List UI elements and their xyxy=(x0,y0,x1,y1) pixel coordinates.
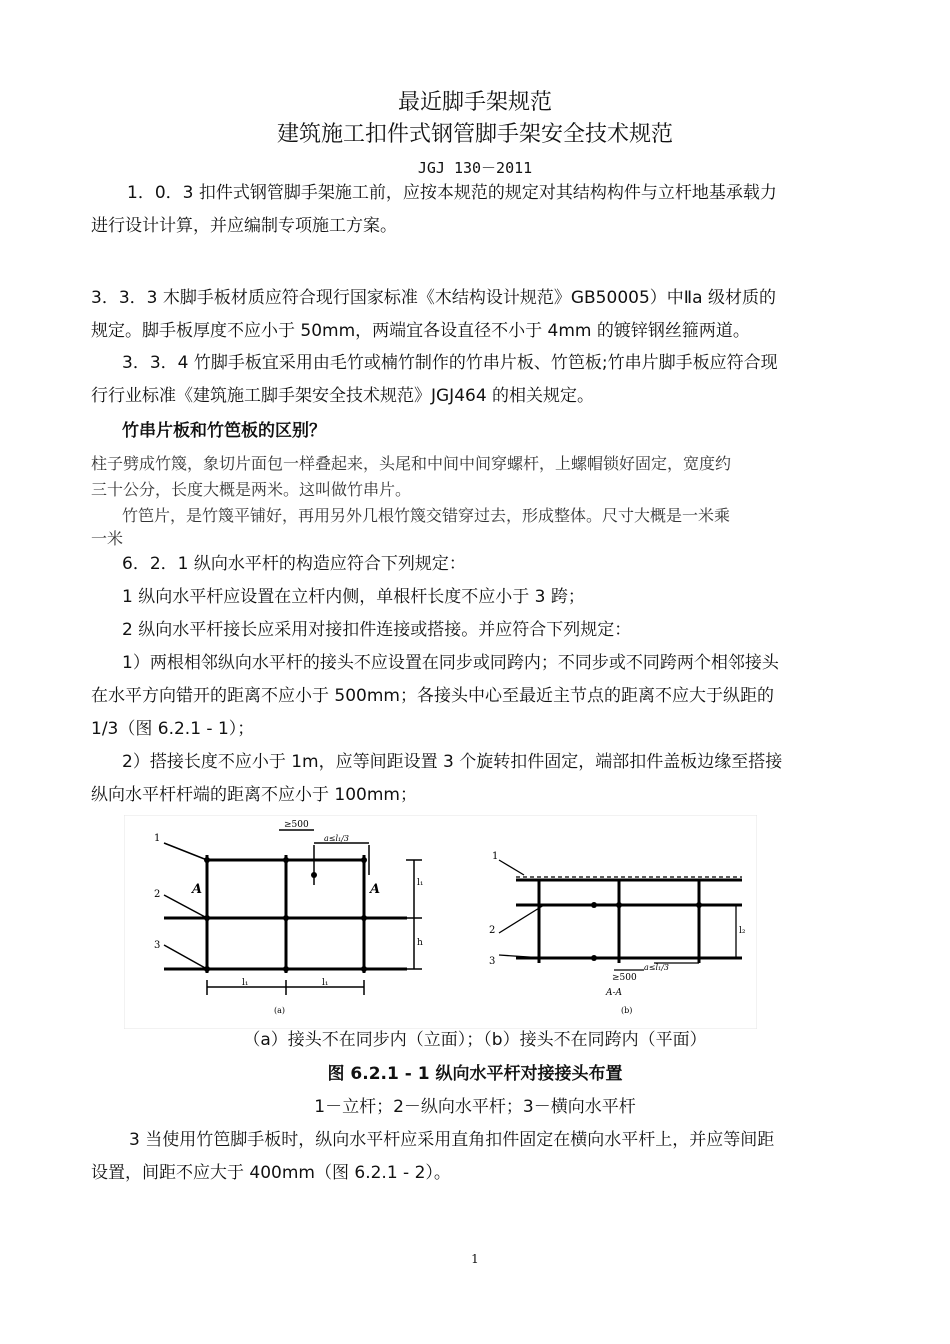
answer-line3: 竹笆片，是竹篾平铺好，再用另外几根竹篾交错穿过去，形成整体。尺寸大概是一米乘 xyxy=(122,506,731,525)
item-2-1-line3: 1/3（图 6.2.1 - 1）； xyxy=(91,719,255,739)
document-subtitle: 建筑施工扣件式钢管脚手架安全技术规范 xyxy=(276,122,673,147)
fig-b-label-3: 3 xyxy=(489,956,496,967)
item-2-1-line2: 在水平方向错开的距离不应小于 500mm；各接头中心至最近主节点的距离不应大于纵距的 xyxy=(91,686,774,706)
figure-6-2-1-1 xyxy=(124,815,757,1029)
fig-a-section-left: A xyxy=(192,882,203,897)
clause-3-3-4-line1: 3．3．4 竹脚手板宜采用由毛竹或楠竹制作的竹串片板、竹笆板;竹串片脚手板应符合现 xyxy=(122,353,778,373)
fig-a-label-3: 3 xyxy=(154,940,161,951)
item-1: 1 纵向水平杆应设置在立杆内侧，单根杆长度不应小于 3 跨； xyxy=(122,587,585,607)
fig-a-dim-top2: a≤l₁/3 xyxy=(324,834,350,843)
item-3-line2: 设置，间距不应大于 400mm（图 6.2.1 - 2）。 xyxy=(91,1163,451,1183)
fig-b-label-2: 2 xyxy=(489,925,496,936)
fig-a-label-2: 2 xyxy=(154,889,161,900)
clause-3-3-4-line2: 行行业标准《建筑施工脚手架安全技术规范》JGJ464 的相关规定。 xyxy=(91,386,595,406)
figure-subcaption: （a）接头不在同步内（立面）；（b）接头不在同跨内（平面） xyxy=(243,1030,707,1050)
standard-code: JGJ 130－2011 xyxy=(417,159,533,177)
fig-b-label-1: 1 xyxy=(492,851,499,862)
fig-a-bottom-dim1: l₁ xyxy=(242,978,249,988)
question-heading: 竹串片板和竹笆板的区别？ xyxy=(122,421,326,441)
answer-line4: 一米 xyxy=(91,529,124,548)
fig-a-side-dim2: h xyxy=(417,938,423,948)
answer-line2: 三十公分，长度大概是两米。这叫做竹串片。 xyxy=(91,480,412,499)
clause-6-2-1: 6．2．1 纵向水平杆的构造应符合下列规定： xyxy=(122,554,466,574)
clause-3-3-3-line2: 规定。脚手板厚度不应小于 50mm，两端宜各设直径不小于 4mm 的镀锌钢丝箍两道。 xyxy=(91,321,750,341)
fig-a-caption: (a) xyxy=(274,1006,286,1015)
document-title: 最近脚手架规范 xyxy=(397,90,552,115)
figure-legend: 1－立杆；2－纵向水平杆；3－横向水平杆 xyxy=(314,1097,636,1117)
clause-1-0-3-line2: 进行设计计算，并应编制专项施工方案。 xyxy=(91,216,397,236)
fig-a-label-1: 1 xyxy=(154,833,161,844)
fig-b-dim-bottom2: a≤l₁/3 xyxy=(644,963,670,972)
item-2: 2 纵向水平杆接长应采用对接扣件连接或搭接。并应符合下列规定： xyxy=(122,620,632,640)
answer-line1: 柱子劈成竹篾，象切片面包一样叠起来，头尾和中间中间穿螺杆，上螺帽锁好固定，宽度约 xyxy=(91,454,732,473)
fig-a-side-dim1: l₁ xyxy=(417,878,424,888)
fig-a-section-right: A xyxy=(370,882,381,897)
page-number: 1 xyxy=(471,1252,479,1266)
item-2-2-line2: 纵向水平杆杆端的距离不应小于 100mm； xyxy=(91,785,417,805)
item-2-1-line1: 1）两根相邻纵向水平杆的接头不应设置在同步或同跨内；不同步或不同跨两个相邻接头 xyxy=(122,653,779,673)
item-2-2-line1: 2）搭接长度不应小于 1m，应等间距设置 3 个旋转扣件固定，端部扣件盖板边缘至搭接 xyxy=(122,752,783,772)
fig-b-section-name: A-A xyxy=(606,988,623,998)
item-3-line1: 3 当使用竹笆脚手板时，纵向水平杆应采用直角扣件固定在横向水平杆上，并应等间距 xyxy=(129,1130,775,1150)
fig-b-caption: (b) xyxy=(621,1006,633,1015)
clause-3-3-3-line1: 3．3．3 木脚手板材质应符合现行国家标准《木结构设计规范》GB50005）中Ⅱa 级材质的 xyxy=(91,288,776,308)
figure-caption: 图 6.2.1 - 1 纵向水平杆对接接头布置 xyxy=(327,1064,623,1084)
clause-1-0-3-line1: 1．0．3 扣件式钢管脚手架施工前，应按本规范的规定对其结构构件与立杆地基承载力 xyxy=(127,183,777,203)
fig-b-dim-bottom: ≥500 xyxy=(612,973,637,983)
fig-b-side-dim: l₂ xyxy=(739,926,746,936)
fig-a-bottom-dim2: l₁ xyxy=(322,978,329,988)
fig-a-dim-top: ≥500 xyxy=(284,820,309,830)
